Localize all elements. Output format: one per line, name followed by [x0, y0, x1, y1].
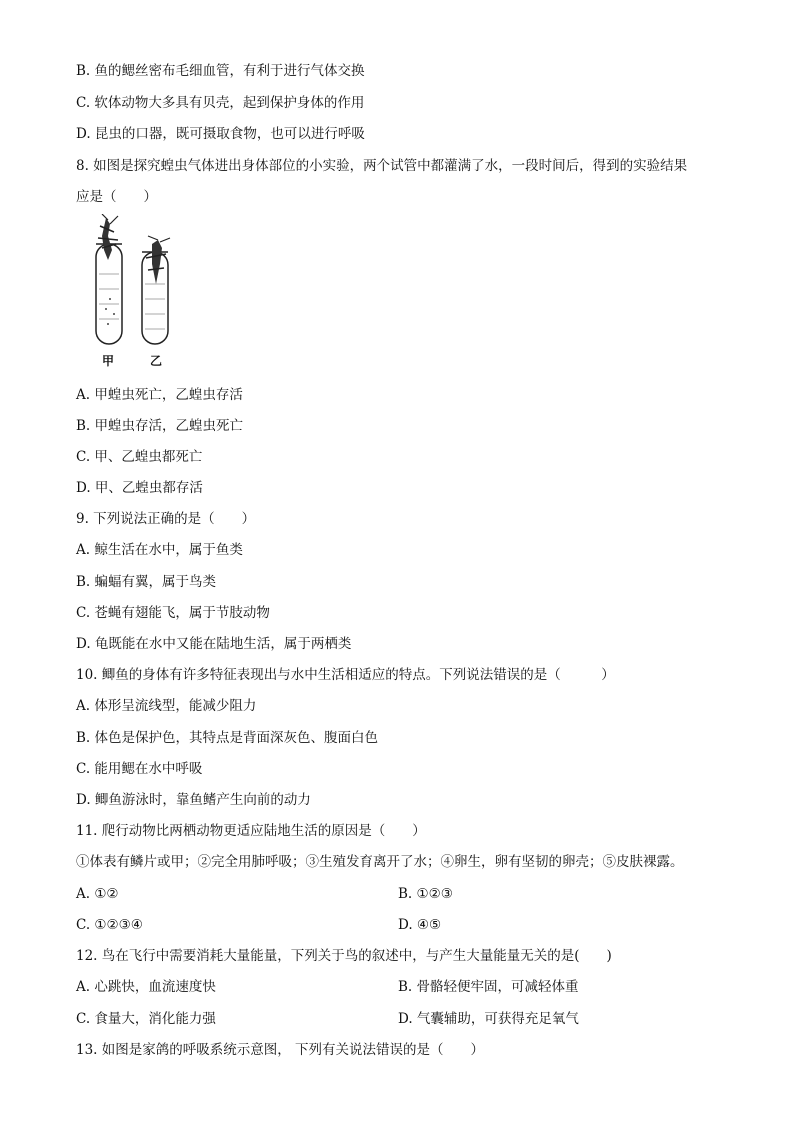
- question-10-option-b: B. 体色是保护色，其特点是背面深灰色、腹面白色: [76, 730, 379, 746]
- question-11-stem: 11. 爬行动物比两栖动物更适应陆地生活的原因是（ ）: [76, 823, 426, 839]
- line-D-insect: D. 昆虫的口器，既可摄取食物，也可以进行呼吸: [76, 126, 365, 142]
- question-11-option-d: D. ④⑤: [398, 917, 442, 933]
- question-9-option-b: B. 蝙蝠有翼，属于鸟类: [76, 574, 217, 590]
- question-10-option-a: A. 体形呈流线型，能减少阻力: [76, 698, 257, 714]
- question-13-stem: 13. 如图是家鸽的呼吸系统示意图， 下列有关说法错误的是（ ）: [76, 1042, 485, 1058]
- question-12-option-a: A. 心跳快，血流速度快: [76, 979, 216, 995]
- line-C-mollusk: C. 软体动物大多具有贝壳，起到保护身体的作用: [76, 95, 365, 111]
- question-9-option-c: C. 苍蝇有翅能飞，属于节肢动物: [76, 605, 270, 621]
- question-9-option-d: D. 龟既能在水中又能在陆地生活，属于两栖类: [76, 636, 352, 652]
- question-9-option-a: A. 鲸生活在水中，属于鱼类: [76, 542, 243, 558]
- question-8-stem-cont: 应是（ ）: [76, 189, 157, 205]
- question-11-option-a: A. ①②: [76, 886, 119, 902]
- question-12-stem: 12. 鸟在飞行中需要消耗大量能量，下列关于鸟的叙述中，与产生大量能量无关的是( ): [76, 948, 612, 964]
- question-10-option-c: C. 能用鳃在水中呼吸: [76, 761, 203, 777]
- question-12-option-d: D. 气囊辅助，可获得充足氧气: [398, 1011, 579, 1027]
- locust-test-tubes-illustration: [88, 214, 184, 370]
- tube-label-yi: 乙: [150, 354, 163, 368]
- question-8-option-a: A. 甲蝗虫死亡，乙蝗虫存活: [76, 387, 243, 403]
- line-B-gill: B. 鱼的鳃丝密布毛细血管，有利于进行气体交换: [76, 63, 365, 79]
- question-8-option-b: B. 甲蝗虫存活，乙蝗虫死亡: [76, 418, 244, 434]
- question-12-option-b: B. 骨骼轻便牢固，可减轻体重: [398, 979, 579, 995]
- question-8-option-c: C. 甲、乙蝗虫都死亡: [76, 449, 203, 465]
- question-10-option-d: D. 鲫鱼游泳时，靠鱼鳍产生向前的动力: [76, 792, 311, 808]
- question-11-option-b: B. ①②③: [398, 886, 453, 902]
- tube-label-jia: 甲: [102, 354, 115, 368]
- question-11-statements: ①体表有鳞片或甲；②完全用肺呼吸；③生殖发育离开了水；④卵生，卵有坚韧的卵壳；⑤皮肤裸露。: [76, 854, 684, 870]
- question-12-option-c: C. 食量大，消化能力强: [76, 1011, 216, 1027]
- question-11-option-c: C. ①②③④: [76, 917, 143, 933]
- question-8-stem: 8. 如图是探究蝗虫气体进出身体部位的小实验，两个试管中都灌满了水，一段时间后，得到的实验结果: [76, 158, 688, 174]
- question-9-stem: 9. 下列说法正确的是（ ）: [76, 511, 256, 527]
- question-8-option-d: D. 甲、乙蝗虫都存活: [76, 480, 203, 496]
- test-tube-figure: [88, 214, 184, 370]
- question-10-stem: 10. 鲫鱼的身体有许多特征表现出与水中生活相适应的特点。下列说法错误的是（ ）: [76, 667, 615, 683]
